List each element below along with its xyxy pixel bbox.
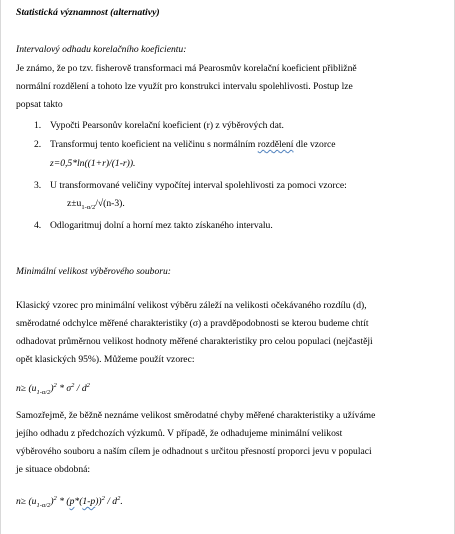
intro-line-1: Je známo, že po tzv. fisherově transformaci má Pearosmův korelační koeficient přibližně: [16, 63, 357, 74]
paragraph-line: Klasický vzorec pro minimální velikost výběru záleží na velikosti očekávaného rozdílu (d),: [16, 300, 367, 311]
spellcheck-word: rozdělení: [257, 139, 294, 150]
step-text: U transformované veličiny vypočítej interval spolehlivosti za pomoci vzorce:: [50, 180, 347, 191]
paragraph-line: odhadovat průměrnou velikost hodnoty měřené charakteristiky pro celou populaci (nejčastěji: [16, 336, 373, 347]
formula-sample-size: $n\ge (u_{1-\alpha/2})^2 * \sigma^2 / d^2$: [16, 382, 90, 397]
step-number: 3.: [34, 180, 42, 191]
section-heading-interval: Intervalový odhadu korelačního koeficientu:: [16, 44, 187, 55]
formula-proportion: $n\ge (u_{1-\alpha/2})^2 * (p*(1-p))^2 / d^2$.: [16, 495, 123, 510]
step-formula: z=0,5*ln((1+r)/(1-r)).: [50, 158, 136, 169]
paragraph-line: výběrového souboru a naším cílem je odhadnout s určitou přesností proporci jevu v populaci: [16, 446, 372, 457]
document-title: Statistická významnost (alternativy): [16, 7, 160, 18]
step-text: Transformuj tento koeficient na veličinu s normálním rozdělení dle vzorce: [50, 139, 336, 150]
paragraph-line: opět klasických 95%). Můžeme použít vzorec:: [16, 354, 195, 365]
step-number: 1.: [34, 120, 42, 131]
paragraph-line: směrodatné odchylce měřené charakteristiky (σ) a pravděpodobnosti se kterou budeme chtít: [16, 318, 369, 329]
step-number: 4.: [34, 220, 42, 231]
step-text: Odlogaritmuj dolní a horní mez takto získaného intervalu.: [50, 220, 273, 231]
paragraph-line: Samozřejmě, že běžně neznáme velikost směrodatné chyby měřené charakteristiky a užíváme: [16, 410, 376, 421]
step-text: Vypočti Pearsonův korelační koeficient (r) z výběrových dat.: [50, 120, 284, 131]
intro-line-2: normální rozdělení a tohoto lze využít pro konstrukci intervalu spolehlivosti. Postup lze: [16, 81, 353, 92]
paragraph-line: jejího odhadu z předchozích výzkumů. V případě, že odhadujeme minimální velikost: [16, 428, 343, 439]
intro-line-3: popsat takto: [16, 99, 63, 110]
paragraph-line: je situace obdobná:: [16, 464, 91, 475]
step-formula: $z\pm u_{1-\alpha/2}/√(n-3)$.: [67, 198, 125, 211]
section-heading-sample-size: Minimální velikost výběrového souboru:: [16, 266, 171, 277]
step-number: 2.: [34, 139, 42, 150]
